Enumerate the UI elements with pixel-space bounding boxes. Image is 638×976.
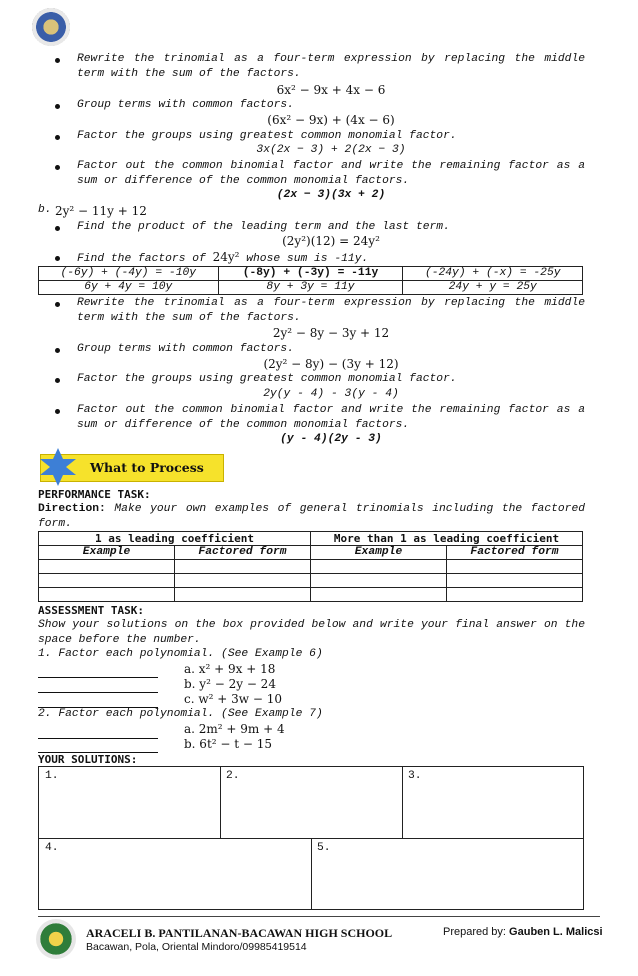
performance-title: PERFORMANCE TASK: — [38, 488, 151, 501]
step-rewrite-text: Rewrite the trinomial as a four-term expression by replacing the middle term with the sum of the factors. — [77, 53, 585, 80]
table-cell[interactable] — [447, 574, 583, 588]
question-2b: b. 6t² − t − 15 — [184, 737, 273, 751]
footer-prepared-by: Prepared by: Gauben L. Malicsi — [443, 926, 603, 938]
table-cell[interactable] — [39, 574, 175, 588]
banner-label: What to Process — [90, 460, 204, 475]
question-2-text: 2. Factor each polynomial. (See Example 7) — [38, 708, 323, 720]
bullet-icon — [55, 58, 60, 63]
part-b-expression: 2y² − 11y + 12 — [55, 204, 147, 218]
table-cell[interactable] — [175, 560, 311, 574]
table-cell-highlight: (-8y) + (-3y) = -11y — [218, 267, 403, 281]
step-b-gcmf-text: Factor the groups using greatest common monomial factor. — [77, 373, 457, 385]
bullet-icon — [55, 226, 60, 231]
bullet-icon — [55, 348, 60, 353]
step-group-text: Group terms with common factors. — [77, 99, 294, 111]
solution-box-3[interactable]: 3. — [408, 770, 422, 782]
solution-box-4[interactable]: 4. — [45, 842, 59, 854]
solution-box-1[interactable]: 1. — [45, 770, 59, 782]
answer-line[interactable] — [38, 692, 158, 693]
question-1c: c. w² + 3w − 10 — [184, 692, 282, 706]
bullet-icon — [55, 302, 60, 307]
part-b-label: b. — [38, 204, 52, 216]
table-subheader: Example — [39, 546, 175, 560]
table-cell[interactable] — [311, 560, 447, 574]
step-factor-out-text: Factor out the common binomial factor and write the remaining factor as a sum or difference of the common monomial factors. — [77, 160, 585, 187]
deped-seal-logo — [32, 8, 70, 46]
solutions-grid — [38, 766, 584, 910]
step-b-group-math: (2y² − 8y) − (3y + 12) — [263, 357, 399, 371]
table-cell[interactable] — [175, 574, 311, 588]
step-b-gcmf-math: 2y(y - 4) - 3(y - 4) — [263, 388, 399, 400]
solution-box-5[interactable]: 5. — [317, 842, 331, 854]
table-cell: 6y + 4y = 10y — [39, 281, 219, 295]
table-subheader: Example — [311, 546, 447, 560]
solutions-title: YOUR SOLUTIONS: — [38, 753, 138, 766]
table-subheader: Factored form — [447, 546, 583, 560]
step-b-factor-out-text: Factor out the common binomial factor and write the remaining factor as a sum or difference of the common monomial factors. — [77, 404, 585, 431]
step-find-factors: Find the factors of 24y² whose sum is -11y. — [77, 250, 369, 265]
factor-pairs-table — [38, 266, 583, 295]
step-rewrite-math: 6x² − 9x + 4x − 6 — [276, 83, 386, 97]
table-subheader: Factored form — [175, 546, 311, 560]
performance-direction: Direction: Make your own examples of general trinomials including the factored form. — [38, 503, 585, 530]
table-cell: 8y + 3y = 11y — [218, 281, 403, 295]
bullet-icon — [55, 256, 60, 261]
step-factor-out-answer: (2x − 3)(3x + 2) — [276, 189, 386, 201]
table-cell: (-6y) + (-4y) = -10y — [39, 267, 219, 281]
bullet-icon — [55, 165, 60, 170]
star-icon — [38, 447, 78, 487]
table-cell[interactable] — [311, 574, 447, 588]
bullet-icon — [55, 409, 60, 414]
table-cell[interactable] — [39, 560, 175, 574]
table-header: 1 as leading coefficient — [39, 532, 311, 546]
table-cell[interactable] — [447, 560, 583, 574]
table-cell[interactable] — [311, 588, 447, 602]
assessment-title: ASSESSMENT TASK: — [38, 604, 144, 617]
bullet-icon — [55, 135, 60, 140]
table-cell[interactable] — [39, 588, 175, 602]
table-cell: 24y + y = 25y — [403, 281, 583, 295]
question-1b: b. y² − 2y − 24 — [184, 677, 276, 691]
step-gcmf-math: 3x(2x − 3) + 2(2x − 3) — [256, 144, 406, 156]
table-cell[interactable] — [175, 588, 311, 602]
examples-table — [38, 531, 583, 602]
question-2a: a. 2m² + 9m + 4 — [184, 722, 285, 736]
step-product-math: (2y²)(12) = 24y² — [282, 234, 380, 248]
question-1-text: 1. Factor each polynomial. (See Example 6) — [38, 648, 323, 660]
footer-school-name: ARACELI B. PANTILANAN-BACAWAN HIGH SCHOOL — [86, 926, 393, 940]
solution-box-2[interactable]: 2. — [226, 770, 240, 782]
table-cell: (-24y) + (-x) = -25y — [403, 267, 583, 281]
bullet-icon — [55, 104, 60, 109]
footer-address: Bacawan, Pola, Oriental Mindoro/09985419514 — [86, 941, 307, 953]
table-header: More than 1 as leading coefficient — [311, 532, 583, 546]
step-group-math: (6x² − 9x) + (4x − 6) — [267, 113, 395, 127]
table-cell[interactable] — [447, 588, 583, 602]
bullet-icon — [55, 378, 60, 383]
step-b-factor-out-answer: (y - 4)(2y - 3) — [280, 433, 382, 445]
step-gcmf-text: Factor the groups using greatest common monomial factor. — [77, 130, 457, 142]
footer-divider — [38, 916, 600, 917]
step-b-rewrite-math: 2y² − 8y − 3y + 12 — [272, 326, 390, 340]
answer-line[interactable] — [38, 738, 158, 739]
step-b-rewrite-text: Rewrite the trinomial as a four-term expression by replacing the middle term with the sum of the factors. — [77, 297, 585, 324]
step-product-text: Find the product of the leading term and the last term. — [77, 221, 450, 233]
school-seal-logo — [36, 919, 76, 959]
question-1a: a. x² + 9x + 18 — [184, 662, 276, 676]
assessment-instruction: Show your solutions on the box provided below and write your final answer on the space before the number. — [38, 619, 585, 646]
step-b-group-text: Group terms with common factors. — [77, 343, 294, 355]
answer-line[interactable] — [38, 677, 158, 678]
